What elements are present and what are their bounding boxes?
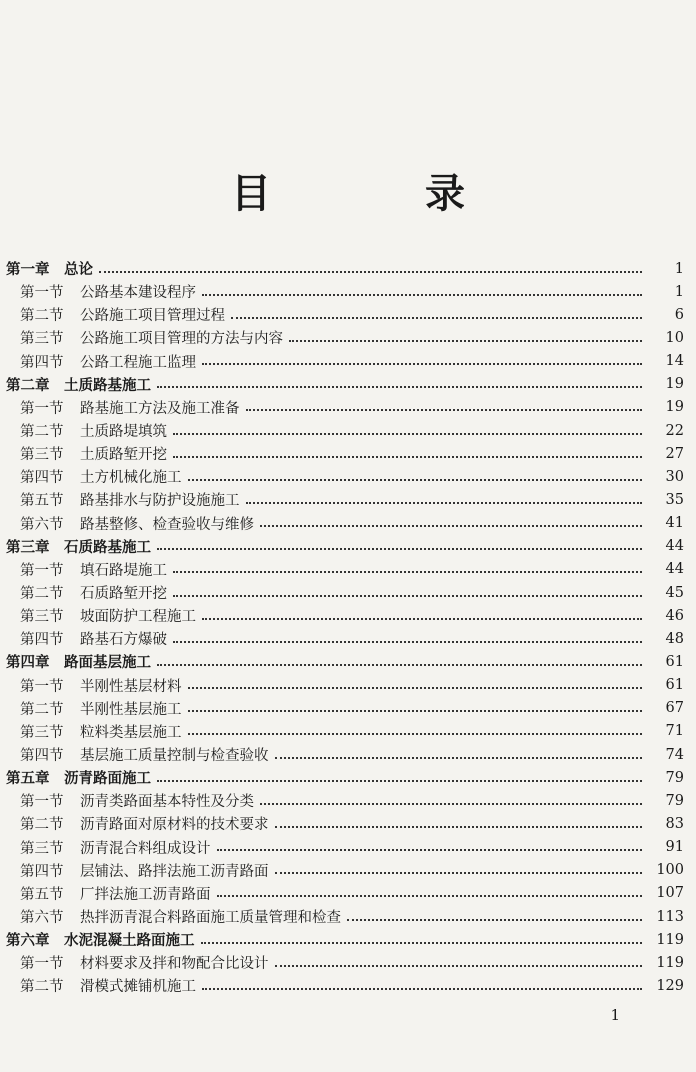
- entry-page-number: 44: [665, 561, 684, 578]
- dot-leader: [157, 780, 642, 782]
- toc-section-entry: [0, 604, 696, 627]
- entry-page-number: 83: [665, 815, 684, 832]
- entry-number: 第三节: [20, 724, 64, 741]
- entry-title: 滑模式摊铺机施工: [80, 979, 196, 996]
- entry-title: 土质路堤填筑: [80, 424, 167, 441]
- dot-leader: [188, 479, 643, 481]
- entry-page-number: 48: [665, 630, 684, 647]
- entry-title: 土方机械化施工: [80, 470, 182, 487]
- entry-page-number: 30: [665, 468, 684, 485]
- toc-chapter-entry: [0, 257, 696, 280]
- toc-section-entry: [0, 581, 696, 604]
- toc-section-entry: [0, 789, 696, 812]
- toc-section-entry: [0, 674, 696, 697]
- toc-chapter-entry: [0, 650, 696, 673]
- dot-leader: [202, 363, 642, 365]
- toc-section-entry: [0, 396, 696, 419]
- entry-page-number: 100: [656, 862, 684, 879]
- toc-section-entry: [0, 326, 696, 349]
- toc-section-entry: [0, 419, 696, 442]
- dot-leader: [260, 525, 642, 527]
- entry-title: 填石路堤施工: [80, 562, 167, 579]
- entry-page-number: 67: [665, 700, 684, 717]
- dot-leader: [246, 502, 643, 504]
- entry-title: 土质路基施工: [64, 377, 151, 394]
- dot-leader: [275, 872, 643, 874]
- entry-page-number: 6: [674, 306, 684, 323]
- entry-title: 石质路基施工: [64, 539, 151, 556]
- entry-number: 第二节: [20, 701, 64, 718]
- entry-number: 第四章: [6, 655, 50, 672]
- entry-title: 材料要求及拌和物配合比设计: [80, 956, 269, 973]
- dot-leader: [202, 618, 642, 620]
- entry-page-number: 91: [665, 839, 684, 856]
- dot-leader: [157, 548, 642, 550]
- page-title: 目 录: [231, 171, 535, 217]
- entry-number: 第一节: [20, 562, 64, 579]
- toc-chapter-entry: [0, 535, 696, 558]
- entry-page-number: 44: [665, 538, 684, 555]
- toc-section-entry: [0, 720, 696, 743]
- entry-number: 第三节: [20, 609, 64, 626]
- entry-number: 第二节: [20, 308, 64, 325]
- entry-number: 第六节: [20, 910, 64, 926]
- dot-leader: [173, 641, 642, 643]
- entry-page-number: 79: [665, 792, 684, 809]
- entry-number: 第三节: [20, 331, 64, 348]
- dot-leader: [188, 687, 643, 689]
- entry-number: 第一节: [20, 956, 64, 973]
- entry-title: 半刚性基层施工: [80, 701, 182, 718]
- entry-number: 第四节: [20, 632, 64, 649]
- entry-title: 公路工程施工监理: [80, 354, 196, 371]
- entry-page-number: 1: [674, 260, 684, 277]
- dot-leader: [173, 595, 642, 597]
- dot-leader: [173, 571, 642, 573]
- entry-page-number: 14: [665, 353, 684, 370]
- toc-section-entry: [0, 465, 696, 488]
- entry-title: 沥青混合料组成设计: [80, 840, 211, 857]
- entry-number: 第二章: [6, 377, 50, 394]
- dot-leader: [246, 409, 643, 411]
- entry-page-number: 35: [665, 491, 684, 508]
- dot-leader: [188, 710, 643, 712]
- toc-section-entry: [0, 442, 696, 465]
- toc-section-entry: [0, 836, 696, 859]
- entry-title: 公路基本建设程序: [80, 285, 196, 302]
- entry-number: 第二节: [20, 586, 64, 603]
- entry-page-number: 107: [656, 885, 684, 902]
- toc-section-entry: [0, 488, 696, 511]
- entry-page-number: 19: [665, 376, 684, 393]
- toc-chapter-entry: [0, 766, 696, 789]
- toc-section-entry: [0, 743, 696, 766]
- entry-page-number: 27: [665, 445, 684, 462]
- entry-page-number: 119: [656, 931, 684, 948]
- entry-page-number: 45: [665, 584, 684, 601]
- entry-page-number: 61: [665, 653, 684, 670]
- dot-leader: [173, 433, 642, 435]
- entry-title: 厂拌法施工沥青路面: [80, 886, 211, 903]
- entry-number: 第一节: [20, 678, 64, 695]
- dot-leader: [275, 965, 643, 967]
- entry-title: 公路施工项目管理的方法与内容: [80, 331, 283, 348]
- entry-page-number: 74: [665, 746, 684, 763]
- entry-number: 第三节: [20, 447, 64, 464]
- entry-page-number: 113: [656, 908, 684, 925]
- entry-title: 石质路堑开挖: [80, 586, 167, 603]
- entry-title: 基层施工质量控制与检查验收: [80, 748, 269, 765]
- entry-number: 第六节: [20, 516, 64, 533]
- dot-leader: [202, 988, 642, 990]
- entry-number: 第一节: [20, 400, 64, 417]
- entry-title: 层铺法、路拌法施工沥青路面: [80, 863, 269, 880]
- entry-title: 坡面防护工程施工: [80, 609, 196, 626]
- entry-number: 第六章: [6, 933, 50, 950]
- entry-title: 土质路堑开挖: [80, 447, 167, 464]
- entry-title: 路基排水与防护设施施工: [80, 493, 240, 510]
- dot-leader: [173, 456, 642, 458]
- entry-number: 第五节: [20, 493, 64, 510]
- toc-section-entry: [0, 303, 696, 326]
- entry-title: 半刚性基层材料: [80, 678, 182, 695]
- dot-leader: [275, 757, 643, 759]
- entry-title: 路面基层施工: [64, 655, 151, 672]
- entry-page-number: 119: [656, 954, 684, 971]
- entry-page-number: 41: [665, 515, 684, 532]
- dot-leader: [99, 271, 642, 273]
- entry-number: 第一节: [20, 285, 64, 302]
- toc-chapter-entry: [0, 373, 696, 396]
- entry-page-number: 79: [665, 769, 684, 786]
- entry-title: 热拌沥青混合料路面施工质量管理和检查: [80, 910, 341, 926]
- entry-page-number: 22: [665, 422, 684, 439]
- entry-number: 第五章: [6, 771, 50, 788]
- toc-section-entry: [0, 905, 696, 928]
- dot-leader: [231, 317, 642, 319]
- page-number: 1: [610, 1006, 620, 1024]
- entry-number: 第五节: [20, 886, 64, 903]
- entry-number: 第四节: [20, 748, 64, 765]
- dot-leader: [202, 294, 642, 296]
- dot-leader: [157, 386, 642, 388]
- dot-leader: [157, 664, 642, 666]
- entry-number: 第一节: [20, 794, 64, 811]
- dot-leader: [217, 895, 643, 897]
- entry-title: 路基施工方法及施工准备: [80, 400, 240, 417]
- toc-section-entry: [0, 627, 696, 650]
- toc-section-entry: [0, 350, 696, 373]
- entry-page-number: 71: [665, 723, 684, 740]
- toc-section-entry: [0, 280, 696, 303]
- entry-number: 第四节: [20, 863, 64, 880]
- dot-leader: [289, 340, 642, 342]
- toc-section-entry: [0, 512, 696, 535]
- entry-title: 水泥混凝土路面施工: [64, 933, 195, 950]
- toc-section-entry: [0, 558, 696, 581]
- entry-number: 第四节: [20, 470, 64, 487]
- dot-leader: [217, 849, 643, 851]
- entry-page-number: 129: [656, 977, 684, 994]
- entry-page-number: 1: [674, 283, 684, 300]
- entry-page-number: 19: [665, 399, 684, 416]
- entry-title: 粒料类基层施工: [80, 724, 182, 741]
- toc-section-entry: [0, 882, 696, 905]
- entry-page-number: 10: [665, 329, 684, 346]
- entry-title: 总论: [64, 262, 93, 279]
- entry-title: 沥青路面施工: [64, 771, 151, 788]
- entry-title: 路基石方爆破: [80, 632, 167, 649]
- entry-page-number: 46: [665, 607, 684, 624]
- entry-number: 第三节: [20, 840, 64, 857]
- toc-section-entry: [0, 951, 696, 974]
- dot-leader: [347, 919, 642, 921]
- entry-number: 第二节: [20, 424, 64, 441]
- toc-section-entry: [0, 974, 696, 997]
- toc-section-entry: [0, 859, 696, 882]
- dot-leader: [201, 942, 643, 944]
- dot-leader: [275, 826, 643, 828]
- entry-title: 路基整修、检查验收与维修: [80, 516, 254, 533]
- entry-title: 沥青类路面基本特性及分类: [80, 794, 254, 811]
- entry-number: 第四节: [20, 354, 64, 371]
- entry-number: 第二节: [20, 817, 64, 834]
- dot-leader: [260, 803, 642, 805]
- toc-chapter-entry: [0, 928, 696, 951]
- toc-section-entry: [0, 697, 696, 720]
- dot-leader: [188, 733, 643, 735]
- table-of-contents: [0, 257, 696, 998]
- entry-number: 第二节: [20, 979, 64, 996]
- toc-section-entry: [0, 812, 696, 835]
- entry-title: 沥青路面对原材料的技术要求: [80, 817, 269, 834]
- entry-number: 第一章: [6, 262, 50, 279]
- entry-number: 第三章: [6, 539, 50, 556]
- entry-title: 公路施工项目管理过程: [80, 308, 225, 325]
- entry-page-number: 61: [665, 677, 684, 694]
